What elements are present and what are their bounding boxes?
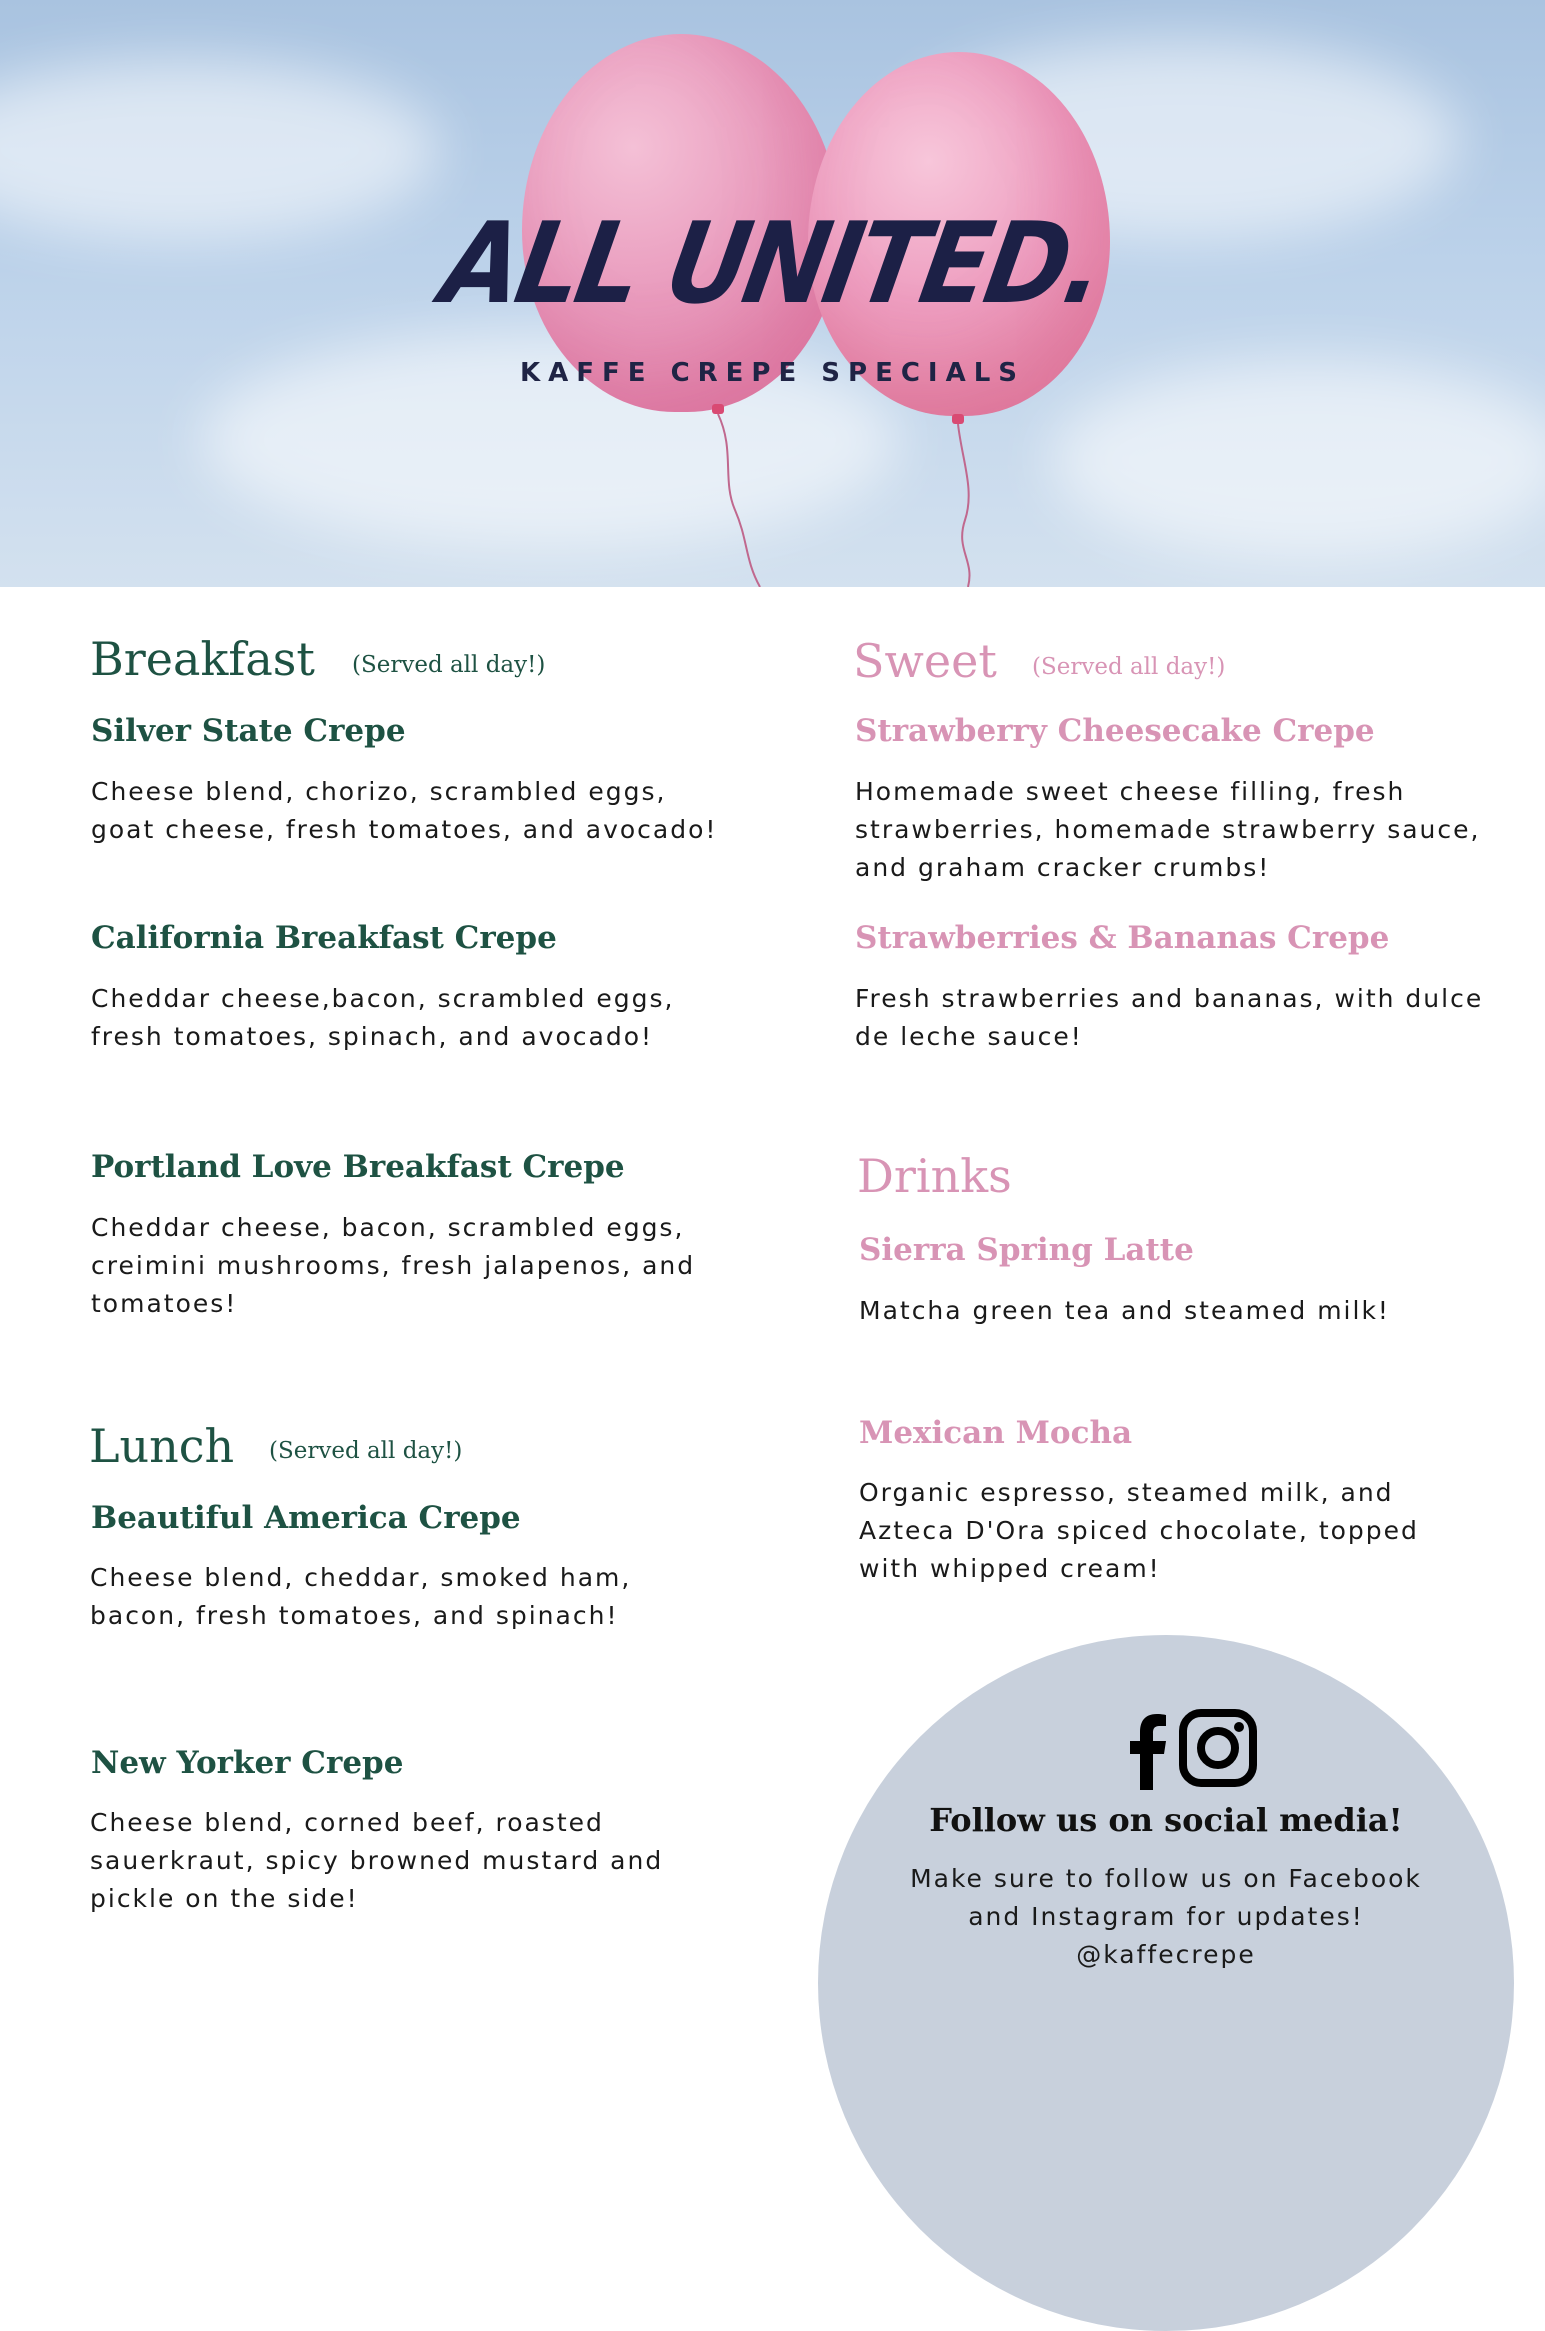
menu-item-name: Mexican Mocha xyxy=(859,1415,1133,1451)
hero-banner xyxy=(0,0,1545,587)
social-icons xyxy=(1118,1708,1258,1790)
menu-item-description: Matcha green tea and steamed milk! xyxy=(859,1296,1390,1325)
menu-item-description: Cheese blend, chorizo, scrambled eggs, goat cheese, fresh tomatoes, and avocado! xyxy=(91,777,718,844)
menu-item-description: Cheddar cheese, bacon, scrambled eggs, creimini mushrooms, fresh jalapenos, and tomatoes! xyxy=(91,1213,696,1318)
social-description: Make sure to follow us on Facebook and Instagram for updates! @kaffecrepe xyxy=(910,1864,1422,1969)
menu-item-description: Homemade sweet cheese filling, fresh strawberries, homemade strawberry sauce, and graham cracker crumbs! xyxy=(855,777,1481,882)
menu-item-description: Cheese blend, corned beef, roasted sauerkraut, spicy browned mustard and pickle on the side! xyxy=(90,1808,664,1913)
sweet-heading: Sweet xyxy=(853,634,997,688)
lunch-heading: Lunch xyxy=(89,1419,235,1473)
menu-item-name: Beautiful America Crepe xyxy=(91,1500,521,1536)
menu-item-name: New Yorker Crepe xyxy=(91,1745,404,1781)
breakfast-note: (Served all day!) xyxy=(352,652,546,678)
instagram-icon[interactable] xyxy=(1183,1713,1253,1783)
hero-title: ALL UNITED. xyxy=(433,197,1112,330)
social-title: Follow us on social media! xyxy=(929,1801,1403,1839)
lunch-note: (Served all day!) xyxy=(269,1438,463,1464)
menu-item-description: Organic espresso, steamed milk, and Azteca D'Ora spiced chocolate, topped with whipped cream! xyxy=(859,1478,1419,1583)
hero-subtitle: KAFFE CREPE SPECIALS xyxy=(519,358,1026,388)
menu-item-description: Fresh strawberries and bananas, with dulce de leche sauce! xyxy=(855,984,1484,1051)
menu-item-name: Silver State Crepe xyxy=(91,713,406,749)
facebook-icon[interactable] xyxy=(1130,1714,1166,1790)
menu-item-name: Sierra Spring Latte xyxy=(859,1232,1194,1268)
menu-item-name: Strawberry Cheesecake Crepe xyxy=(855,713,1375,749)
menu-item-description: Cheese blend, cheddar, smoked ham, bacon, fresh tomatoes, and spinach! xyxy=(90,1563,632,1630)
drinks-heading: Drinks xyxy=(857,1149,1012,1203)
breakfast-heading: Breakfast xyxy=(90,632,315,686)
menu-item-name: Portland Love Breakfast Crepe xyxy=(91,1149,625,1185)
menu-item-name: California Breakfast Crepe xyxy=(91,920,557,956)
menu-item-name: Strawberries & Bananas Crepe xyxy=(855,920,1390,956)
sweet-note: (Served all day!) xyxy=(1032,654,1226,680)
menu-item-description: Cheddar cheese,bacon, scrambled eggs, fresh tomatoes, spinach, and avocado! xyxy=(91,984,675,1051)
